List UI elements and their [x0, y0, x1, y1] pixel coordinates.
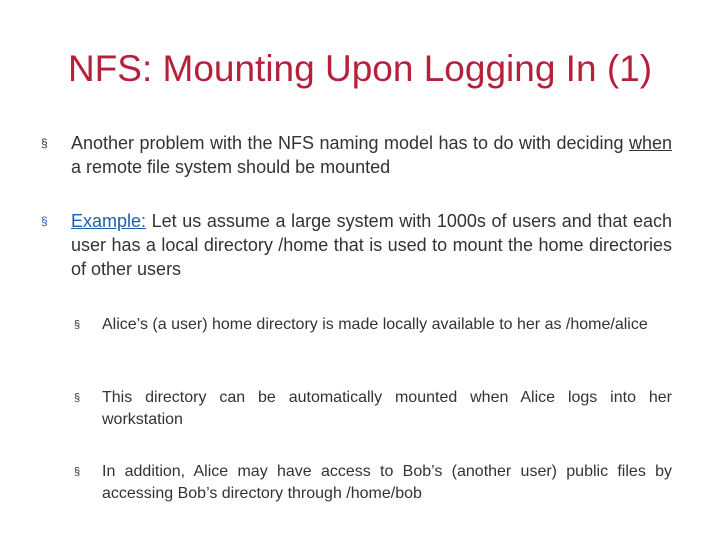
sub-bullet-text: This directory can be automatically mounted when Alice logs into her workstation — [102, 389, 672, 428]
slide-title: NFS: Mounting Upon Logging In (1) — [67, 48, 653, 89]
sub-bullet-marker-icon: § — [74, 466, 81, 478]
sub-bullet-item — [74, 461, 672, 505]
bullet-text: Another problem with the NFS naming model has to do with deciding — [71, 133, 629, 153]
bullet-text: a remote file system should be mounted — [71, 157, 391, 177]
example-link[interactable]: Example: — [71, 211, 147, 231]
sub-bullet-text: Alice’s (a user) home directory is made locally available to her as /home/alice — [102, 316, 648, 333]
bullet-emphasis: when — [628, 133, 672, 153]
bullet-marker-icon: § — [41, 136, 48, 150]
sub-bullet-item — [74, 314, 672, 336]
bullet-item — [41, 209, 672, 281]
sub-bullet-marker-icon: § — [74, 392, 81, 404]
bullet-marker-icon: § — [41, 214, 48, 228]
sub-bullet-marker-icon: § — [74, 319, 81, 331]
sub-bullet-text: In addition, Alice may have access to Bob’s (another user) public files by accessing Bob’s directory through /home/bob — [102, 463, 672, 502]
sub-bullet-item — [74, 387, 672, 431]
bullet-text: Let us assume a large system with 1000s of users and that each user has a local directory /home that is used to mount the home directories of other users — [71, 211, 672, 279]
bullet-item — [41, 131, 672, 179]
